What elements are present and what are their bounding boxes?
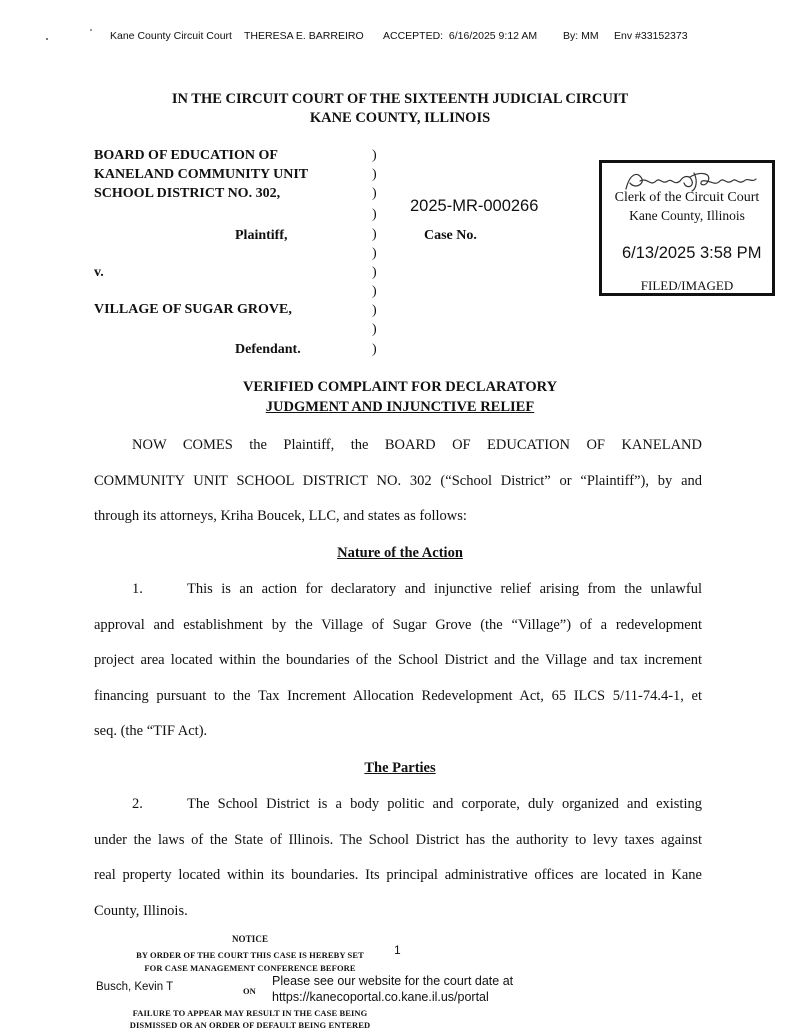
intro-line: COMMUNITY UNIT SCHOOL DISTRICT NO. 302 (“School District” or “Plaintiff”), by and — [94, 473, 702, 489]
paragraph-number: 1. — [132, 581, 143, 597]
filing-accepted: ACCEPTED: 6/16/2025 9:12 AM — [383, 30, 538, 42]
intro-line: NOW COMES the Plaintiff, the BOARD OF EDUCATION OF KANELAND — [132, 437, 702, 453]
plaintiff-label: Plaintiff, — [235, 228, 288, 243]
page-number: 1 — [394, 943, 401, 957]
caption-paren: ) — [372, 303, 377, 318]
document-title-line2-text: JUDGMENT AND INJUNCTIVE RELIEF — [265, 399, 535, 415]
section-heading-nature-text: Nature of the Action — [337, 545, 463, 561]
notice-line: DISMISSED OR AN ORDER OF DEFAULT BEING ENTERED — [129, 1020, 371, 1030]
court-heading-line1: IN THE CIRCUIT COURT OF THE SIXTEENTH JUDICIAL CIRCUIT — [171, 91, 629, 107]
court-heading-line2: KANE COUNTY, ILLINOIS — [309, 110, 491, 126]
notice-title: NOTICE — [231, 934, 269, 944]
paragraph-line: project area located within the boundaries of the School District and the Village and tax increment — [94, 652, 702, 668]
case-number: 2025-MR-000266 — [410, 197, 539, 215]
caption-paren: ) — [372, 246, 377, 261]
notice-website-line2: https://kanecoportal.co.kane.il.us/portal — [272, 990, 489, 1004]
caption-paren: ) — [372, 167, 377, 182]
filing-envelope: Env #33152373 — [614, 30, 688, 42]
section-heading-parties — [0, 760, 800, 777]
notice-line: FAILURE TO APPEAR MAY RESULT IN THE CASE BEING — [132, 1008, 368, 1018]
document-title-line1: VERIFIED COMPLAINT FOR DECLARATORY — [242, 379, 558, 395]
caption-paren: ) — [372, 322, 377, 337]
paragraph-line: financing pursuant to the Tax Increment Allocation Redevelopment Act, 65 ILCS 5/11-74.4-1, et — [94, 688, 702, 704]
paragraph-line: This is an action for declaratory and injunctive relief arising from the unlawful — [187, 581, 702, 597]
versus: v. — [94, 265, 104, 280]
caption-paren: ) — [372, 227, 377, 242]
paragraph-line: seq. (the “TIF Act). — [94, 723, 208, 739]
stamp-county-line: Kane County, Illinois — [629, 208, 745, 223]
paragraph-line: real property located within its boundaries. Its principal administrative offices are located in Kane — [94, 867, 702, 883]
paragraph-number: 2. — [132, 796, 143, 812]
caption-paren: ) — [372, 148, 377, 163]
defendant-label: Defendant. — [235, 342, 301, 357]
document-title-line2 — [0, 399, 800, 416]
paragraph-line: under the laws of the State of Illinois. The School District has the authority to levy taxes against — [94, 832, 702, 848]
stamp-status: FILED/IMAGED — [640, 278, 734, 293]
notice-line: FOR CASE MANAGEMENT CONFERENCE BEFORE — [144, 963, 356, 973]
scan-speck — [90, 29, 92, 31]
stamp-datetime: 6/13/2025 3:58 PM — [622, 244, 762, 262]
paragraph-line: approval and establishment by the Village of Sugar Grove (the “Village”) of a redevelopment — [94, 617, 702, 633]
case-no-label: Case No. — [424, 228, 477, 243]
notice-on: ON — [243, 986, 256, 996]
section-heading-parties-text: The Parties — [364, 760, 436, 776]
notice-judge: Busch, Kevin T — [96, 981, 174, 993]
plaintiff-line: BOARD OF EDUCATION OF — [94, 148, 278, 163]
plaintiff-line: SCHOOL DISTRICT NO. 302, — [94, 186, 281, 201]
stamp-clerk-line: Clerk of the Circuit Court — [614, 190, 760, 205]
clerk-filing-stamp — [599, 160, 775, 296]
plaintiff-line: KANELAND COMMUNITY UNIT — [94, 167, 309, 182]
caption-paren: ) — [372, 342, 377, 357]
defendant-name: VILLAGE OF SUGAR GROVE, — [94, 302, 292, 317]
section-heading-nature — [0, 545, 800, 562]
filing-clerk: THERESA E. BARREIRO — [244, 30, 364, 42]
scan-speck — [46, 38, 48, 40]
caption-paren: ) — [372, 265, 377, 280]
paragraph-line: County, Illinois. — [94, 903, 188, 919]
caption-paren: ) — [372, 207, 377, 222]
filing-court: Kane County Circuit Court — [110, 30, 232, 42]
caption-paren: ) — [372, 284, 377, 299]
notice-line: BY ORDER OF THE COURT THIS CASE IS HEREBY SET — [136, 950, 364, 960]
intro-line: through its attorneys, Kriha Boucek, LLC, and states as follows: — [94, 508, 467, 524]
caption-paren: ) — [372, 186, 377, 201]
filing-by: By: MM — [563, 30, 599, 42]
paragraph-line: The School District is a body politic and corporate, duly organized and existing — [187, 796, 702, 812]
notice-website-line1: Please see our website for the court date at — [272, 974, 514, 988]
